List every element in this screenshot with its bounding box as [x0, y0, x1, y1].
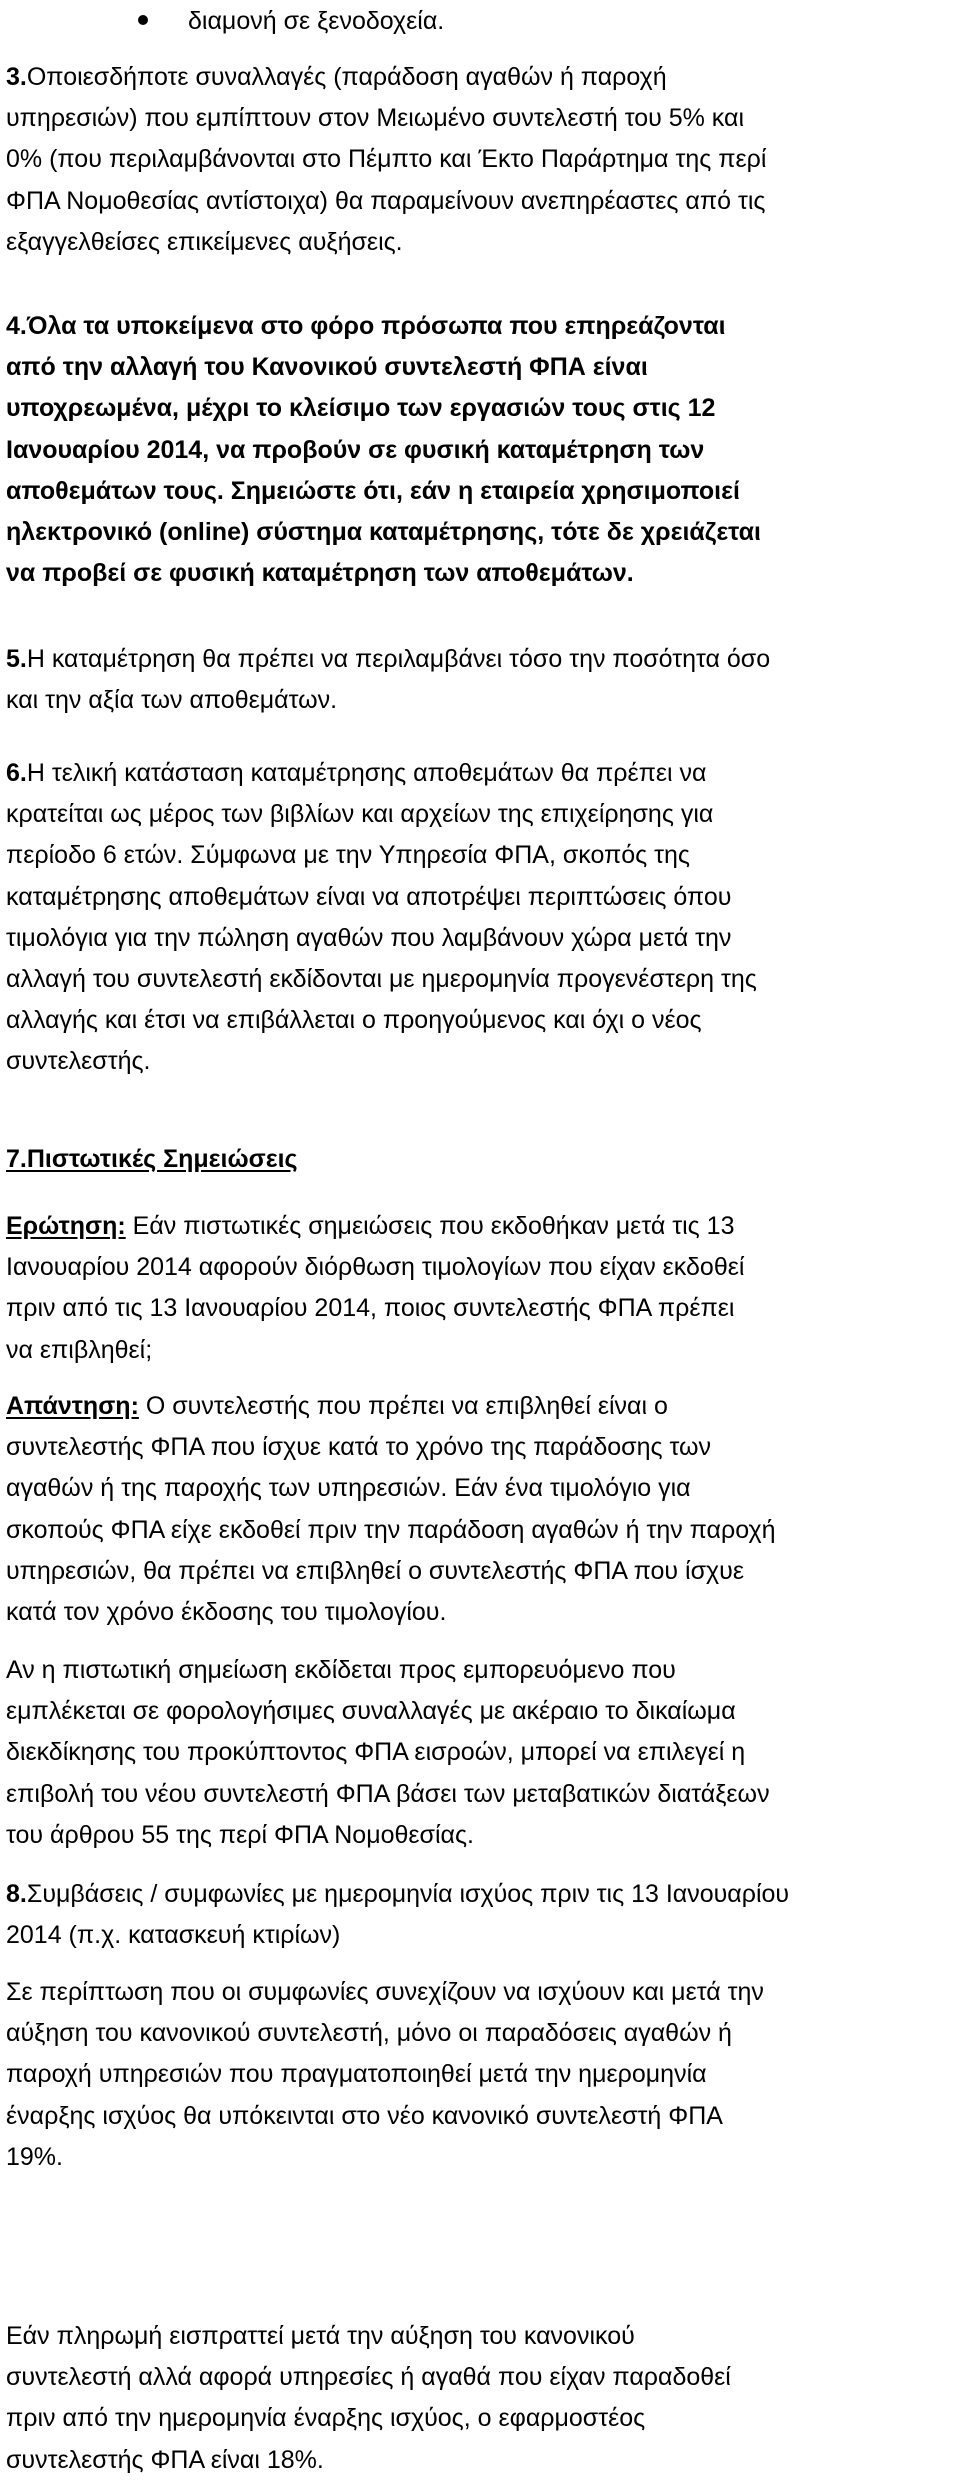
paragraph-4-number: 4. — [6, 312, 27, 340]
paragraph-4-line: Όλα τα υποκείμενα στο φόρο πρόσωπα που επηρεάζονται — [26, 312, 726, 340]
contracts-line: Σε περίπτωση που οι συμφωνίες συνεχίζουν να ισχύουν και μετά την — [6, 1978, 764, 2006]
credit-note-line: επιβολή του νέου συντελεστή ΦΠΑ βάσει των μεταβατικών διατάξεων — [6, 1779, 770, 1808]
payments-line: συντελεστής ΦΠΑ είναι 18%. — [6, 2445, 324, 2474]
payments-line: πριν από την ημερομηνία έναρξης ισχύος, ο εφαρμοστέος — [6, 2404, 646, 2433]
paragraph-6-line: αλλαγής και έτσι να επιβάλλεται ο προηγούμενος και όχι ο νέος — [6, 1006, 702, 1035]
answer-line: αγαθών ή της παροχής των υπηρεσιών. Εάν ένα τιμολόγιο για — [6, 1474, 691, 1503]
paragraph-6-line: καταμέτρησης αποθεμάτων είναι να αποτρέψει περιπτώσεις όπου — [6, 882, 732, 911]
paragraph-5-number: 5. — [6, 645, 27, 673]
question-line: Ιανουαρίου 2014 αφορούν διόρθωση τιμολογίων που είχαν εκδοθεί — [6, 1253, 745, 1282]
answer-line: συντελεστής ΦΠΑ που ίσχυε κατά το χρόνο της παράδοσης των — [6, 1433, 712, 1462]
contracts-line: αύξηση του κανονικού συντελεστή, μόνο οι παραδόσεις αγαθών ή — [6, 2019, 732, 2048]
paragraph-6-line: αλλαγή του συντελεστή εκδίδονται με ημερομηνία προγενέστερη της — [6, 965, 757, 994]
answer-line: κατά τον χρόνο έκδοσης του τιμολογίου. — [6, 1598, 447, 1627]
answer-label: Απάντηση: — [6, 1392, 139, 1420]
contracts-paragraph — [6, 1972, 956, 2178]
paragraph-5-line: και την αξία των αποθεμάτων. — [6, 686, 338, 715]
payments-paragraph — [6, 2316, 956, 2481]
section-7-heading-text: 7.Πιστωτικές Σημειώσεις — [6, 1145, 298, 1173]
paragraph-6-line: συντελεστής. — [6, 1047, 151, 1076]
answer-line: σκοπούς ΦΠΑ είχε εκδοθεί πριν την παράδοση αγαθών ή την παροχή — [6, 1515, 776, 1544]
paragraph-6 — [6, 753, 956, 1083]
paragraph-3-line: εξαγγελθείσες επικείμενες αυξήσεις. — [6, 227, 403, 256]
section-7-heading — [6, 1139, 956, 1180]
paragraph-6-number: 6. — [6, 759, 27, 787]
payments-line: Εάν πληρωμή εισπραττεί μετά την αύξηση του κανονικού — [6, 2322, 635, 2350]
credit-note-line: διεκδίκησης του προκύπτοντος ΦΠΑ εισροών, μπορεί να επιλεγεί η — [6, 1738, 746, 1767]
paragraph-8-number: 8. — [6, 1880, 27, 1908]
credit-note-line: Αν η πιστωτική σημείωση εκδίδεται προς εμπορευόμενο που — [6, 1656, 676, 1684]
paragraph-3-line: ΦΠΑ Νομοθεσίας αντίστοιχα) θα παραμείνουν ανεπηρέαστες από τις — [6, 186, 766, 215]
question-paragraph — [6, 1206, 956, 1371]
paragraph-3-number: 3. — [6, 63, 27, 91]
paragraph-5 — [6, 639, 956, 721]
paragraph-6-line: περίοδο 6 ετών. Σύμφωνα με την Υπηρεσία ΦΠΑ, σκοπός της — [6, 841, 690, 870]
paragraph-4 — [6, 306, 956, 594]
contracts-line: 19%. — [6, 2142, 63, 2171]
paragraph-3-line: Οποιεσδήποτε συναλλαγές (παράδοση αγαθών ή παροχή — [26, 63, 667, 91]
paragraph-3-line: 0% (που περιλαμβάνονται στο Πέμπτο και Έκτο Παράρτημα της περί — [6, 145, 767, 174]
paragraph-6-line: τιμολόγια για την πώληση αγαθών που λαμβάνουν χώρα μετά την — [6, 923, 732, 952]
paragraph-8-line: 2014 (π.χ. κατασκευή κτιρίων) — [6, 1921, 341, 1950]
bullet-item — [138, 2, 444, 40]
bullet-dot-icon — [138, 15, 148, 25]
credit-note-paragraph — [6, 1650, 956, 1856]
paragraph-4-line: υποχρεωμένα, μέχρι το κλείσιμο των εργασιών τους στις 12 — [6, 394, 716, 423]
paragraph-4-line: αποθεμάτων τους. Σημειώστε ότι, εάν η εταιρεία χρησιμοποιεί — [6, 476, 740, 505]
paragraph-4-line: Ιανουαρίου 2014, να προβούν σε φυσική καταμέτρηση των — [6, 435, 705, 464]
answer-line: Ο συντελεστής που πρέπει να επιβληθεί είναι ο — [138, 1392, 668, 1420]
paragraph-4-line: ηλεκτρονικό (online) σύστημα καταμέτρησης, τότε δε χρειάζεται — [6, 518, 761, 547]
paragraph-5-line: Η καταμέτρηση θα πρέπει να περιλαμβάνει τόσο την ποσότητα όσο — [26, 645, 771, 673]
answer-line: υπηρεσιών, θα πρέπει να επιβληθεί ο συντελεστής ΦΠΑ που ίσχυε — [6, 1556, 744, 1585]
bullet-text: διαμονή σε ξενοδοχεία. — [188, 7, 445, 35]
paragraph-3-line: υπηρεσιών) που εμπίπτουν στον Μειωμένο συντελεστή του 5% και — [6, 104, 745, 133]
question-line: Εάν πιστωτικές σημειώσεις που εκδοθήκαν μετά τις 13 — [125, 1212, 735, 1240]
paragraph-8 — [6, 1874, 956, 1956]
paragraph-8-line: Συμβάσεις / συμφωνίες με ημερομηνία ισχύος πριν τις 13 Ιανουαρίου — [26, 1880, 790, 1908]
question-line: πριν από τις 13 Ιανουαρίου 2014, ποιος συντελεστής ΦΠΑ πρέπει — [6, 1294, 735, 1323]
paragraph-4-line: να προβεί σε φυσική καταμέτρηση των αποθεμάτων. — [6, 559, 634, 588]
paragraph-3 — [6, 57, 956, 263]
question-label: Ερώτηση: — [6, 1212, 126, 1240]
contracts-line: παροχή υπηρεσιών που πραγματοποιηθεί μετά την ημερομηνία — [6, 2060, 707, 2089]
paragraph-4-line: από την αλλαγή του Κανονικού συντελεστή ΦΠΑ είναι — [6, 353, 648, 382]
payments-line: συντελεστή αλλά αφορά υπηρεσίες ή αγαθά που είχαν παραδοθεί — [6, 2363, 731, 2392]
credit-note-line: του άρθρου 55 της περί ΦΠΑ Νομοθεσίας. — [6, 1820, 474, 1849]
paragraph-6-line: κρατείται ως μέρος των βιβλίων και αρχείων της επιχείρησης για — [6, 800, 714, 829]
answer-paragraph — [6, 1386, 956, 1633]
contracts-line: έναρξης ισχύος θα υπόκεινται στο νέο κανονικό συντελεστή ΦΠΑ — [6, 2101, 723, 2130]
question-line: να επιβληθεί; — [6, 1335, 153, 1364]
paragraph-6-line: Η τελική κατάσταση καταμέτρησης αποθεμάτων θα πρέπει να — [26, 759, 707, 787]
credit-note-line: εμπλέκεται σε φορολογήσιμες συναλλαγές με ακέραιο το δικαίωμα — [6, 1697, 736, 1726]
